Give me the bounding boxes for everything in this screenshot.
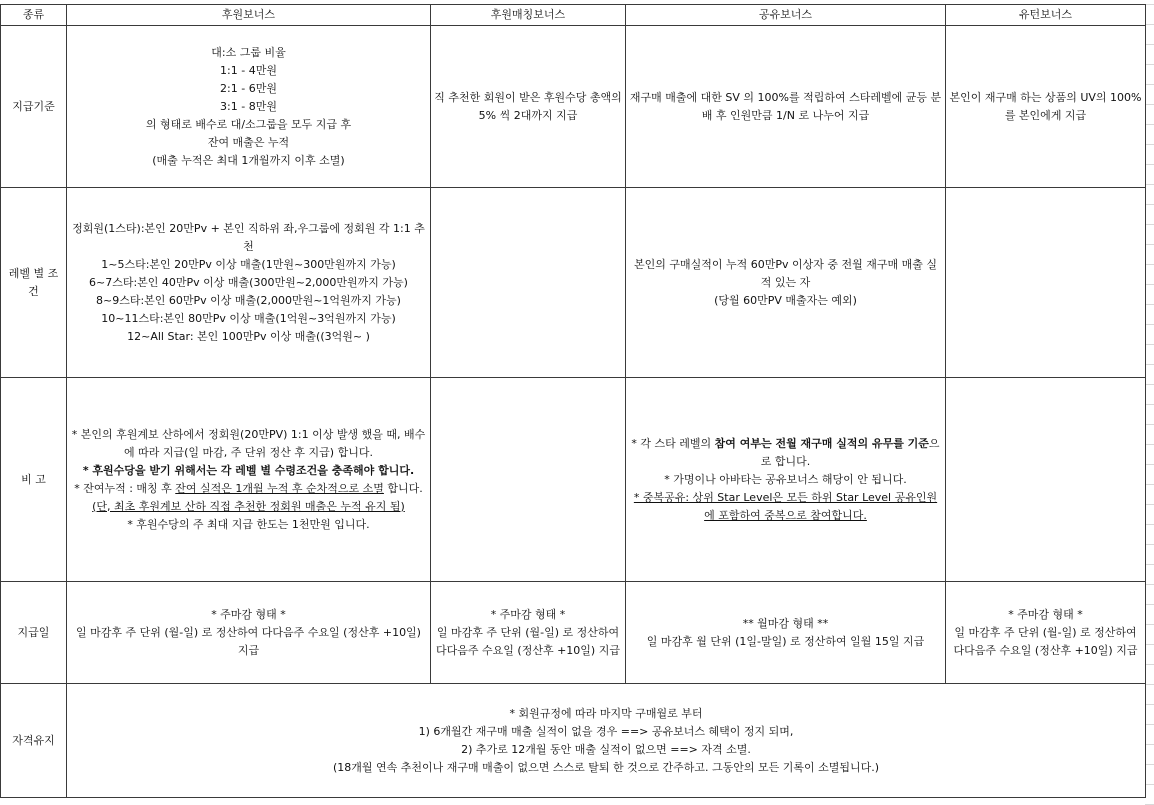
remarks-uturn-cell[interactable] xyxy=(946,378,1146,582)
payday-uturn-line: 일 마감후 주 단위 (월-일) 로 정산하여 다다음주 수요일 (정산후 +10일) 지급 xyxy=(953,625,1138,657)
remarks-share-line: * 가명이나 아바타는 공유보너스 해당이 안 됩니다. xyxy=(664,472,907,486)
remarks-share-line xyxy=(629,435,942,471)
criteria-sponsor-line: 1:1 - 4만원 xyxy=(220,63,277,77)
level-share-line: 본인의 구매실적이 누적 60만Pv 이상자 중 전월 재구매 매출 실적 있는 자 xyxy=(633,257,937,289)
payday-uturn-line: * 주마감 형태 * xyxy=(1008,607,1083,621)
level-sponsor-line: 정회원(1스타):본인 20만Pv + 본인 직하위 좌,우그룹에 정회원 각 1:1 추천 xyxy=(72,221,425,253)
row-label-retention[interactable]: 자격유지 xyxy=(1,684,67,798)
remarks-bold-text: 참여 여부는 전월 재구매 실적의 유무를 기준 xyxy=(714,436,929,450)
criteria-sponsor-cell[interactable] xyxy=(67,26,431,188)
remarks-sponsor-line: * 본인의 후원계보 산하에서 정회원(20만PV) 1:1 이상 발생 했을 때, 배수에 따라 지급(일 마감, 주 단위 정산 후 지급) 합니다. xyxy=(71,427,426,459)
level-share-line: (당월 60만PV 매출자는 예외) xyxy=(714,293,857,307)
payday-share-line: 일 마감후 월 단위 (1일-말일) 로 정산하여 일월 15일 지급 xyxy=(646,634,925,648)
remarks-sponsor-line xyxy=(70,480,427,498)
header-row xyxy=(1,5,1146,26)
payday-sponsor-cell[interactable] xyxy=(67,582,431,684)
row-label-remarks[interactable]: 비 고 xyxy=(1,378,67,582)
row-payday xyxy=(1,582,1146,684)
remarks-sponsor-line: * 후원수당을 받기 위해서는 각 레벨 별 수령조건을 충족해야 합니다. xyxy=(82,463,415,477)
criteria-sponsor-line: 3:1 - 8만원 xyxy=(220,99,277,113)
level-sponsor-line: 10~11스타:본인 80만Pv 이상 매출(1억원~3억원까지 가능) xyxy=(101,311,396,325)
criteria-share-text: 재구매 매출에 대한 SV 의 100%를 적립하여 스타레벨에 균등 분배 후 인원만큼 1/N 로 나누어 지급 xyxy=(629,90,942,122)
criteria-sponsor-line: 잔여 매출은 누적 xyxy=(207,135,290,149)
row-remarks xyxy=(1,378,1146,582)
level-label-text: 레벨 별 조건 xyxy=(8,266,59,298)
row-retention xyxy=(1,684,1146,798)
row-criteria xyxy=(1,26,1146,188)
level-sponsor-line: 1~5스타:본인 20만Pv 이상 매출(1만원~300만원까지 가능) xyxy=(101,257,396,271)
payday-uturn-cell[interactable] xyxy=(946,582,1146,684)
row-label-payday[interactable]: 지급일 xyxy=(1,582,67,684)
payday-sponsor-line: 일 마감후 주 단위 (월-일) 로 정산하여 다다음주 수요일 (정산후 +10일) 지급 xyxy=(76,625,421,657)
payday-share-line: ** 월마감 형태 ** xyxy=(742,616,829,630)
remarks-text: 으로 합니다. xyxy=(760,436,940,468)
row-label-criteria[interactable]: 지급기준 xyxy=(1,26,67,188)
criteria-uturn-cell[interactable] xyxy=(946,26,1146,188)
level-sponsor-cell[interactable] xyxy=(67,188,431,378)
retention-line: (18개월 연속 추천이나 재구매 매출이 없으면 스스로 탈퇴 한 것으로 간주하고. 그동안의 모든 기록이 소멸됩니다.) xyxy=(332,760,880,774)
payday-matching-line: 일 마감후 주 단위 (월-일) 로 정산하여 다다음주 수요일 (정산후 +10일) 지급 xyxy=(436,625,620,657)
payday-matching-cell[interactable] xyxy=(431,582,626,684)
header-matching-bonus[interactable]: 후원매칭보너스 xyxy=(431,5,626,26)
remarks-underlined-text: 잔여 실적은 1개월 누적 후 순차적으로 소멸 xyxy=(175,481,384,495)
header-type[interactable]: 종류 xyxy=(1,5,67,26)
payday-matching-line: * 주마감 형태 * xyxy=(490,607,566,621)
criteria-share-cell[interactable] xyxy=(626,26,946,188)
level-uturn-cell[interactable] xyxy=(946,188,1146,378)
row-level xyxy=(1,188,1146,378)
criteria-sponsor-line: 대:소 그룹 비율 xyxy=(211,45,286,59)
criteria-sponsor-line: (매출 누적은 최대 1개월까지 이후 소멸) xyxy=(152,153,345,167)
remarks-share-line: * 중복공유: 상위 Star Level은 모든 하위 Star Level 공유인원에 포함하여 중복으로 참여합니다. xyxy=(633,490,938,522)
retention-cell[interactable] xyxy=(67,684,1146,798)
criteria-uturn-text: 본인이 재구매 하는 상품의 UV의 100% 를 본인에게 지급 xyxy=(949,90,1142,122)
remarks-text: 합니다. xyxy=(383,481,423,495)
level-matching-cell[interactable] xyxy=(431,188,626,378)
remarks-matching-cell[interactable] xyxy=(431,378,626,582)
payday-sponsor-line: * 주마감 형태 * xyxy=(211,607,286,621)
header-share-bonus[interactable]: 공유보너스 xyxy=(626,5,946,26)
remarks-sponsor-line: (단, 최초 후원계보 산하 직접 추천한 정회원 매출은 누적 유지 됨) xyxy=(92,499,405,513)
remarks-sponsor-cell[interactable] xyxy=(67,378,431,582)
retention-line: 1) 6개월간 재구매 매출 실적이 없을 경우 ==> 공유보너스 혜택이 정지 되며, xyxy=(418,724,794,738)
retention-line: * 회원규정에 따라 마지막 구매월로 부터 xyxy=(509,706,703,720)
bonus-table xyxy=(0,4,1146,798)
sheet-gridlines xyxy=(1145,4,1154,805)
criteria-sponsor-line: 2:1 - 6만원 xyxy=(220,81,277,95)
criteria-matching-cell[interactable] xyxy=(431,26,626,188)
level-share-cell[interactable] xyxy=(626,188,946,378)
level-sponsor-line: 8~9스타:본인 60만Pv 이상 매출(2,000만원~1억원까지 가능) xyxy=(96,293,401,307)
remarks-text: * 잔여누적 : 매칭 후 xyxy=(74,481,176,495)
remarks-sponsor-line: * 후원수당의 주 최대 지급 한도는 1천만원 입니다. xyxy=(127,517,370,531)
level-sponsor-line: 6~7스타:본인 40만Pv 이상 매출(300만원~2,000만원까지 가능) xyxy=(89,275,408,289)
header-uturn-bonus[interactable]: 유턴보너스 xyxy=(946,5,1146,26)
remarks-text: * 각 스타 레벨의 xyxy=(631,436,715,450)
remarks-share-cell[interactable] xyxy=(626,378,946,582)
header-sponsor-bonus[interactable]: 후원보너스 xyxy=(67,5,431,26)
criteria-matching-text: 직 추천한 회원이 받은 후원수당 총액의 5% 씩 2대까지 지급 xyxy=(434,90,622,122)
retention-line: 2) 추가로 12개월 동안 매출 실적이 없으면 ==> 자격 소멸. xyxy=(461,742,751,756)
level-sponsor-line: 12~All Star: 본인 100만Pv 이상 매출((3억원~ ) xyxy=(127,329,370,343)
row-label-level[interactable] xyxy=(1,188,67,378)
payday-share-cell[interactable] xyxy=(626,582,946,684)
criteria-sponsor-line: 의 형태로 배수로 대/소그룹을 모두 지급 후 xyxy=(145,117,352,131)
